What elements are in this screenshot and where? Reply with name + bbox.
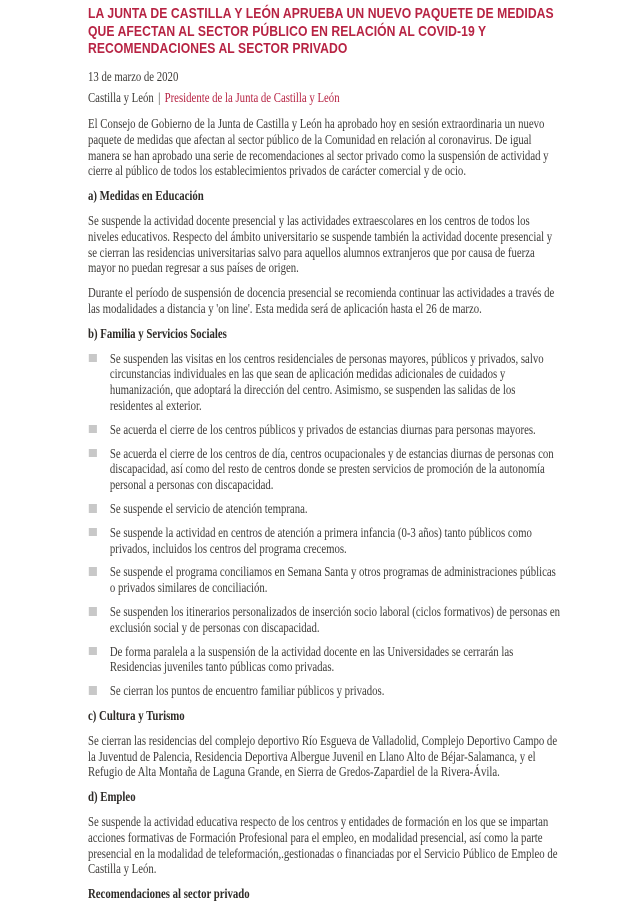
article-meta — [88, 90, 561, 106]
president-link[interactable]: Presidente de la Junta de Castilla y León — [164, 90, 340, 106]
section-heading-empleo: d) Empleo — [88, 789, 136, 805]
list-item — [88, 351, 561, 414]
article-column — [88, 5, 561, 902]
article-title: LA JUNTA DE CASTILLA Y LEÓN APRUEBA UN NUEVO PAQUETE DE MEDIDAS QUE AFECTAN AL SECTOR PÚBLICO EN RELACIÓN AL COVID-19 Y RECOMENDACIONES AL SECTOR PRIVADO — [88, 5, 554, 57]
paragraph-educacion-1: Se suspende la actividad docente presencial y las actividades extraescolares en los centros de todos los niveles educativos. Respecto del ámbito universitario se suspende también la actividad docente presencial y se cierran las residencias universitarias salvo para aquellos alumnos extranjeros que por causa de fuerza mayor no puedan regresar a sus países de origen. — [88, 213, 553, 276]
square-bullet-icon — [89, 504, 97, 513]
meta-separator: | — [158, 90, 161, 106]
square-bullet-icon — [89, 354, 97, 363]
measures-list — [88, 351, 561, 699]
square-bullet-icon — [89, 686, 97, 695]
meta-category: Castilla y León — [88, 90, 154, 106]
list-item-text: Se suspenden las visitas en los centros residenciales de personas mayores, públicos y privados, salvo circunstancias individuales en las que sean de aplicación medidas adicionales de cuidados y humanización, que adoptará la dirección del centro. Asimismo, se suspenden las salidas de los residentes al exterior. — [109, 350, 544, 414]
square-bullet-icon — [89, 607, 97, 616]
list-item — [88, 564, 561, 596]
square-bullet-icon — [89, 425, 97, 434]
section-heading-familia-servicios-sociales: b) Familia y Servicios Sociales — [88, 325, 227, 341]
list-item-text: Se suspende la actividad en centros de atención a primera infancia (0-3 años) tanto públicos como privados, incluidos los centros del programa crecemos. — [109, 524, 532, 556]
square-bullet-icon — [89, 567, 97, 576]
section-heading-cultura-turismo: c) Cultura y Turismo — [88, 708, 185, 723]
list-item-text: Se suspenden los itinerarios personalizados de inserción socio laboral (ciclos formativos) de personas en exclusión social y de personas con discapacidad. — [109, 604, 561, 635]
list-item — [88, 446, 561, 493]
paragraph-educacion-2: Durante el período de suspensión de docencia presencial se recomienda continuar las actividades a través de las modalidades a distancia y 'on line'. Esta medida será de aplicación hasta el 26 de marzo. — [88, 285, 555, 317]
list-item — [88, 422, 561, 438]
paragraph-cultura-turismo: Se cierran las residencias del complejo deportivo Río Esgueva de Valladolid, Complejo Deportivo Campo de la Juventud de Palencia, Residencia Deportiva Albergue Juvenil en Llano Alto de Béjar-Salamanca, y el Refugio de Alta Montaña de Laguna Grande, en Sierra de Gredos-Zapardiel de la Rivera-Ávila. — [88, 732, 558, 780]
list-item — [88, 644, 561, 676]
section-heading-recomendaciones-sector-privado: Recomendaciones al sector privado — [88, 886, 250, 902]
list-item-text: De forma paralela a la suspensión de la actividad docente en las Universidades se cerrarán las Residencias juveniles tanto públicas como privadas. — [109, 643, 514, 675]
square-bullet-icon — [89, 449, 97, 458]
article-date: 13 de marzo de 2020 — [88, 68, 179, 84]
list-item-text: Se acuerda el cierre de los centros públicos y privados de estancias diurnas para personas mayores. — [109, 421, 536, 437]
square-bullet-icon — [89, 528, 97, 537]
list-item — [88, 683, 561, 699]
list-item-text: Se cierran los puntos de encuentro familiar públicos y privados. — [109, 683, 385, 699]
list-item-text: Se suspende el servicio de atención temprana. — [109, 501, 308, 517]
square-bullet-icon — [89, 647, 97, 656]
list-item — [88, 501, 561, 517]
paragraph-empleo: Se suspende la actividad educativa respecto de los centros y entidades de formación en los que se impartan acciones formativas de Formación Profesional para el empleo, en modalidad presencial, así como la parte presencial en la modalidad de teleformación,.gestionadas o financiadas por el Servicio Público de Empleo de Castilla y León. — [88, 813, 558, 877]
section-heading-educacion: a) Medidas en Educación — [88, 188, 204, 204]
list-item-text: Se suspende el programa conciliamos en Semana Santa y otros programas de administraciones públicas o privados similares de conciliación. — [109, 564, 556, 596]
list-item — [88, 525, 561, 557]
list-item-text: Se acuerda el cierre de los centros de día, centros ocupacionales y de estancias diurnas de personas con discapacidad, así como del resto de centros donde se presten servicios de promoción de la autonomía personal a personas con discapacidad. — [109, 445, 554, 493]
list-item — [88, 604, 561, 636]
paragraph-intro: El Consejo de Gobierno de la Junta de Castilla y León ha aprobado hoy en sesión extraordinaria un nuevo paquete de medidas que afectan al sector público de la Comunidad en relación al coronavirus. De igual manera se han aprobado una serie de recomendaciones al sector privado como la suspensión de actividad y cierre al público de todos los establecimientos privados de carácter comercial y de ocio. — [88, 116, 549, 179]
